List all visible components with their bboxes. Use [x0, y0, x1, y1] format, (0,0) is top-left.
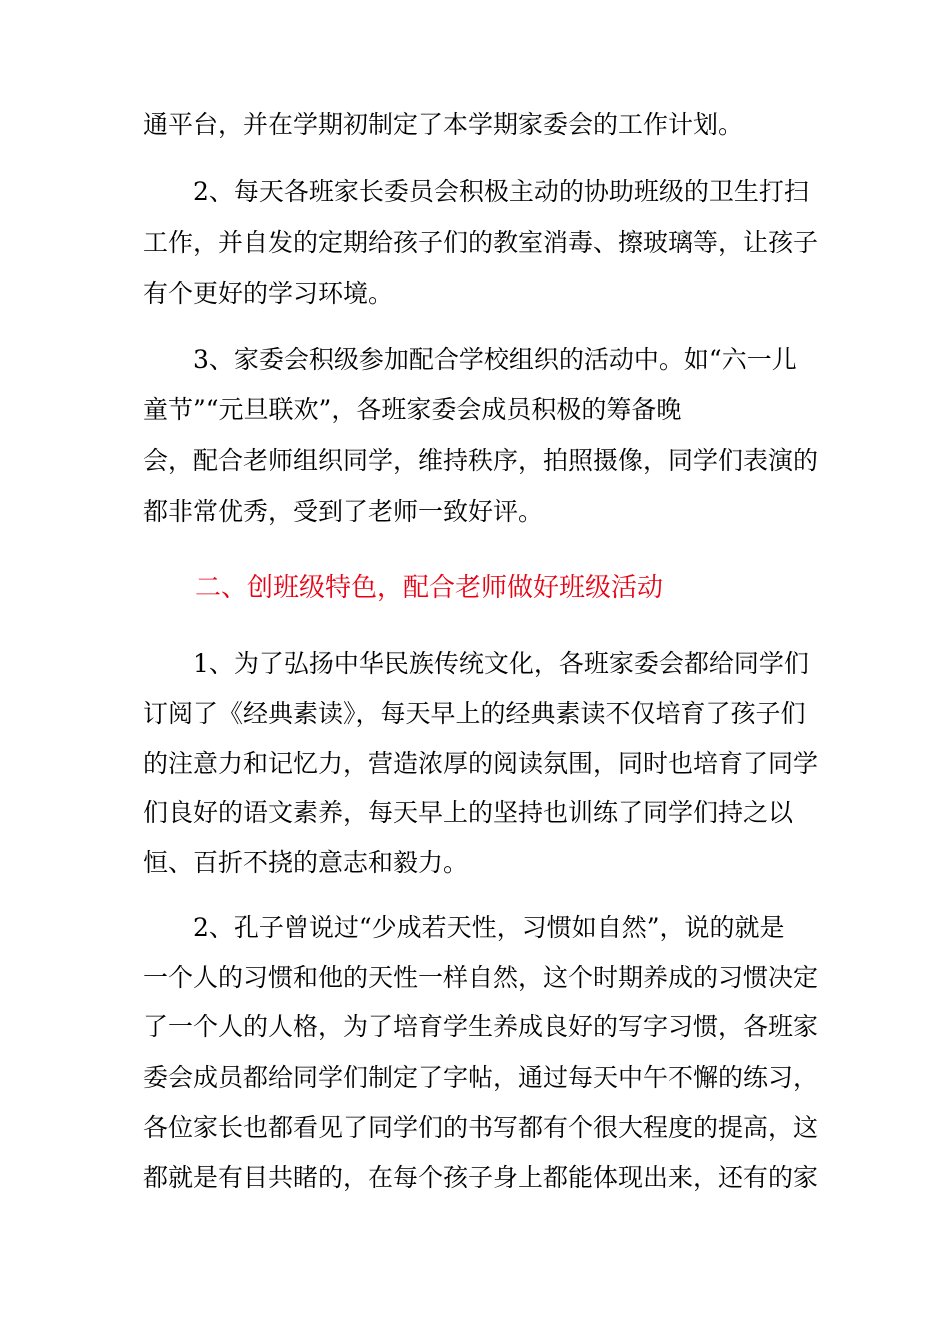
paragraph-5-line-0: 2、孔子曾说过“少成若天性，习惯如自然”，说的就是	[193, 913, 785, 942]
paragraph-1-line-0: 2、每天各班家长委员会积极主动的协助班级的卫生打扫	[193, 177, 809, 206]
paragraph-4-line-3: 们良好的语文素养，每天早上的坚持也训练了同学们持之以	[143, 798, 794, 827]
paragraph-2-line-1: 童节”“元旦联欢”，各班家委会成员积极的筹备晚	[143, 395, 682, 424]
paragraph-5-line-1: 一个人的习惯和他的天性一样自然，这个时期养成的习惯决定	[143, 963, 819, 992]
paragraph-2-line-3: 都非常优秀，受到了老师一致好评。	[143, 497, 544, 526]
paragraph-5-line-3: 委会成员都给同学们制定了字帖，通过每天中午不懈的练习，	[143, 1063, 819, 1092]
paragraph-5-line-2: 了一个人的人格，为了培育学生养成良好的写字习惯，各班家	[143, 1012, 819, 1041]
paragraph-1-line-1: 工作，并自发的定期给孩子们的教室消毒、擦玻璃等，让孩子	[143, 228, 819, 257]
section-heading: 二、创班级特色，配合老师做好班级活动	[195, 573, 664, 603]
paragraph-5-line-5: 都就是有目共睹的，在每个孩子身上都能体现出来，还有的家	[143, 1163, 819, 1192]
paragraph-4-line-2: 的注意力和记忆力，营造浓厚的阅读氛围，同时也培育了同学	[143, 749, 819, 778]
paragraph-0-line-0: 通平台，并在学期初制定了本学期家委会的工作计划。	[143, 110, 744, 139]
paragraph-4-line-0: 1、为了弘扬中华民族传统文化，各班家委会都给同学们	[193, 649, 809, 678]
paragraph-5-line-4: 各位家长也都看见了同学们的书写都有个很大程度的提高，这	[143, 1113, 819, 1142]
paragraph-4-line-4: 恒、百折不挠的意志和毅力。	[143, 848, 469, 877]
paragraph-1-line-2: 有个更好的学习环境。	[143, 279, 394, 308]
paragraph-4-line-1: 订阅了《经典素读》，每天早上的经典素读不仅培育了孩子们	[143, 699, 806, 728]
paragraph-2-line-2: 会，配合老师组织同学，维持秩序，拍照摄像，同学们表演的	[143, 446, 819, 475]
paragraph-2-line-0: 3、家委会积级参加配合学校组织的活动中。如“六一儿	[193, 345, 797, 374]
